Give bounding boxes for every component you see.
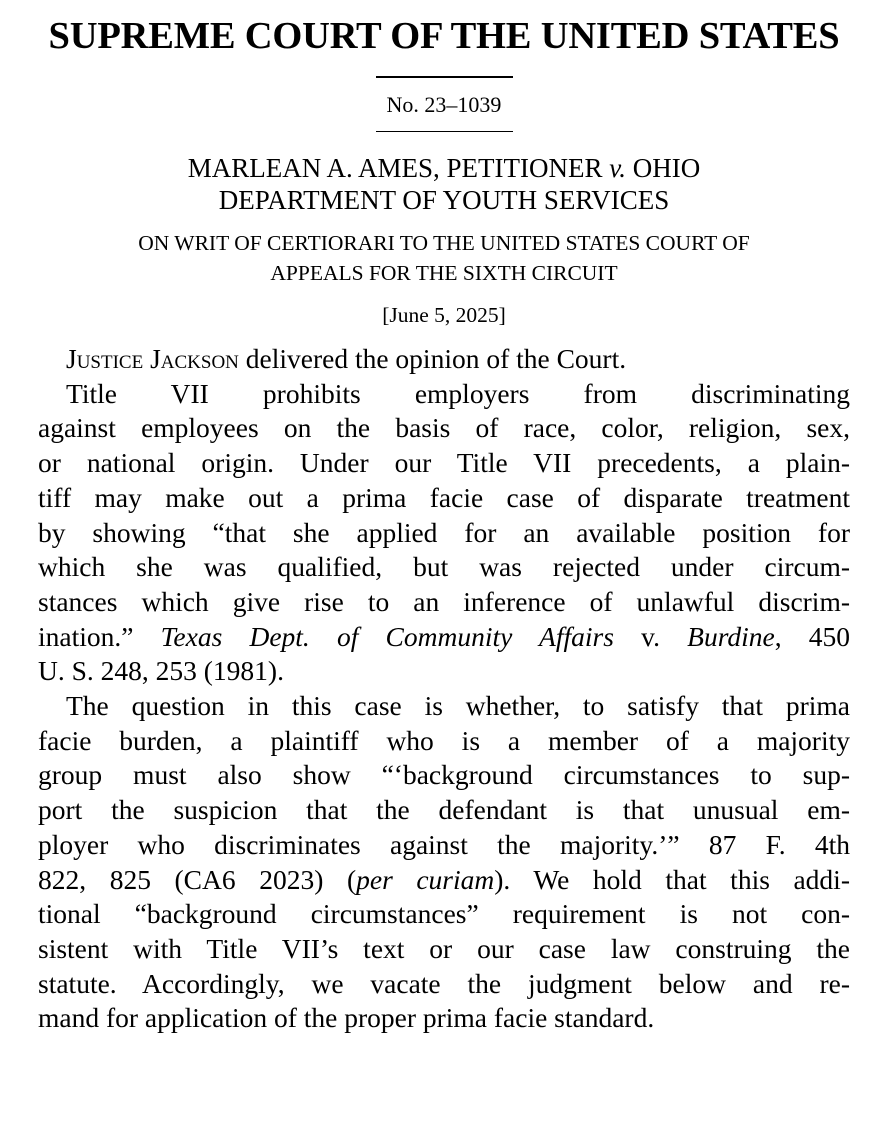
caption-versus: v. (609, 153, 626, 183)
p1-line (38, 620, 850, 655)
justice-name: Justice Jackson (66, 343, 239, 374)
docket-number: No. 23–1039 (386, 91, 502, 117)
p2-line (38, 863, 850, 898)
p2-line: sistent with Title VII’s text or our case law construing the (38, 932, 850, 964)
p1-line: by showing “that she applied for an available position for (38, 516, 850, 548)
p1-line: Title VII prohibits employers from discriminating (66, 377, 850, 409)
p1-line: U. S. 248, 253 (1981). (38, 655, 284, 687)
case-name: Burdine (687, 620, 775, 652)
p1-line: against employees on the basis of race, color, religion, sex, (38, 412, 850, 444)
per-curiam: per curiam (356, 863, 495, 895)
p2-line: ployer who discriminates against the majority.’” 87 F. 4th (38, 828, 850, 860)
p2-line: The question in this case is whether, to satisfy that prima (66, 690, 850, 722)
paragraph-1 (38, 377, 850, 689)
p1-line: stances which give rise to an inference of unlawful discrim- (38, 585, 850, 617)
case-name: Texas Dept. of Community Affairs (160, 620, 614, 652)
holding-text: ). We hold that this addi- (494, 863, 850, 895)
paragraph-2 (38, 689, 850, 1036)
author-line-text: delivered the opinion of the Court. (245, 343, 627, 374)
writ-line-2: APPEALS FOR THE SIXTH CIRCUIT (270, 261, 618, 285)
citation-text: 822, 825 (CA6 2023) ( (38, 863, 357, 895)
writ-line-1: ON WRIT OF CERTIORARI TO THE UNITED STATES COURT OF (138, 231, 750, 255)
caption-line-2: DEPARTMENT OF YOUTH SERVICES (218, 185, 670, 215)
p2-line: mand for application of the proper prima facie standard. (38, 1002, 655, 1034)
p1-line: which she was qualified, but was rejected under circum- (38, 551, 850, 583)
caption-respondent-start: OHIO (632, 153, 701, 183)
p1-line: tiff may make out a prima facie case of disparate treatment (38, 481, 850, 513)
citation-text: ination.” (38, 620, 134, 652)
citation-versus: v. (641, 620, 660, 652)
p2-line: facie burden, a plaintiff who is a member of a majority (38, 724, 850, 756)
caption-parties: MARLEAN A. AMES, PETITIONER (187, 153, 603, 183)
decision-date: [June 5, 2025] (382, 303, 506, 327)
court-name: SUPREME COURT OF THE UNITED STATES (48, 15, 840, 57)
caption-line-1 (38, 152, 850, 184)
case-caption (38, 152, 850, 216)
p2-line: port the suspicion that the defendant is that unusual em- (38, 794, 850, 826)
opinion-body (38, 342, 850, 1036)
citation-volume: , 450 (774, 620, 851, 652)
author-line (38, 342, 850, 377)
p1-line: or national origin. Under our Title VII precedents, a plain- (38, 447, 850, 479)
p2-line: group must also show “‘background circumstances to sup- (38, 759, 850, 791)
p2-line: statute. Accordingly, we vacate the judgment below and re- (38, 967, 850, 999)
writ-statement (38, 228, 850, 288)
top-divider (376, 76, 513, 78)
p2-line: tional “background circumstances” requirement is not con- (38, 898, 850, 930)
bottom-divider (376, 131, 513, 133)
